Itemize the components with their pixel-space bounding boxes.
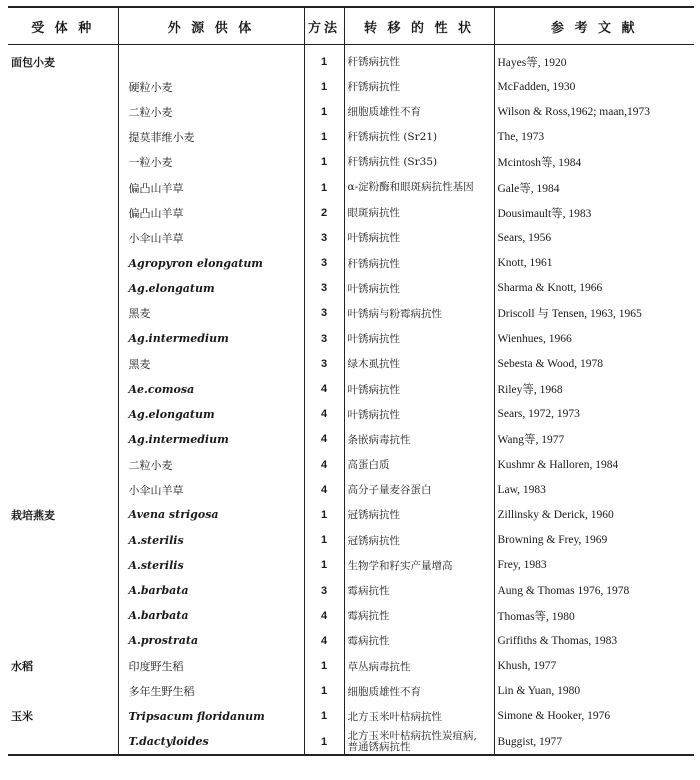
cell-method: 4 <box>304 427 344 452</box>
cell-reference: Sebesta & Wood, 1978 <box>494 351 694 376</box>
cell-recipient <box>8 679 118 704</box>
cell-donor: 提莫菲维小麦 <box>118 125 304 150</box>
cell-reference: Browning & Frey, 1969 <box>494 528 694 553</box>
cell-method: 1 <box>304 654 344 679</box>
cell-trait: 高分子量麦谷蛋白 <box>344 477 494 502</box>
cell-reference: Griffiths & Thomas, 1983 <box>494 628 694 653</box>
cell-trait: 叶锈病抗性 <box>344 376 494 401</box>
table-row <box>8 351 694 376</box>
cell-method: 1 <box>304 502 344 527</box>
table-row <box>8 150 694 175</box>
cell-trait: 北方玉米叶枯病抗性炭疽病, 普通锈病抗性 <box>344 729 494 755</box>
table-row <box>8 376 694 401</box>
cell-reference: Riley等, 1968 <box>494 376 694 401</box>
cell-trait: 叶锈病抗性 <box>344 326 494 351</box>
cell-reference: Driscoll 与 Tensen, 1963, 1965 <box>494 301 694 326</box>
cell-donor: 黑麦 <box>118 301 304 326</box>
cell-trait: 细胞质雄性不育 <box>344 679 494 704</box>
cell-method: 2 <box>304 200 344 225</box>
cell-donor: Avena strigosa <box>118 502 304 527</box>
cell-method: 1 <box>304 704 344 729</box>
cell-trait: 生物学和籽实产量增高 <box>344 553 494 578</box>
cell-trait: 眼斑病抗性 <box>344 200 494 225</box>
cell-reference: The, 1973 <box>494 125 694 150</box>
cell-recipient <box>8 225 118 250</box>
cell-trait: 秆锈病抗性 <box>344 45 494 75</box>
cell-recipient <box>8 628 118 653</box>
cell-recipient <box>8 452 118 477</box>
cell-trait: 细胞质雄性不育 <box>344 99 494 124</box>
cell-method: 1 <box>304 175 344 200</box>
table-row <box>8 477 694 502</box>
cell-donor: A.prostrata <box>118 628 304 653</box>
cell-reference: Wilson & Ross,1962; maan,1973 <box>494 99 694 124</box>
table-row <box>8 251 694 276</box>
cell-recipient <box>8 603 118 628</box>
cell-recipient <box>8 729 118 755</box>
cell-trait: 冠锈病抗性 <box>344 528 494 553</box>
cell-recipient <box>8 477 118 502</box>
cell-method: 3 <box>304 578 344 603</box>
header-recipient: 受 体 种 <box>8 7 118 45</box>
cell-method: 1 <box>304 45 344 75</box>
table-row <box>8 427 694 452</box>
cell-recipient: 水稻 <box>11 660 33 674</box>
table-row <box>8 175 694 200</box>
cell-trait: 叶锈病抗性 <box>344 276 494 301</box>
cell-trait: 北方玉米叶枯病抗性 <box>344 704 494 729</box>
cell-donor: 多年生野生稻 <box>118 679 304 704</box>
cell-donor: Ae.comosa <box>118 376 304 401</box>
cell-trait: 霉病抗性 <box>344 578 494 603</box>
cell-recipient <box>8 301 118 326</box>
table-row <box>8 276 694 301</box>
cell-donor: 二粒小麦 <box>118 99 304 124</box>
table-row <box>8 502 694 527</box>
cell-recipient <box>8 150 118 175</box>
cell-donor: 印度野生稻 <box>118 654 304 679</box>
cell-donor: 一粒小麦 <box>118 150 304 175</box>
cell-donor: A.barbata <box>118 578 304 603</box>
cell-trait: 秆锈病抗性 <box>344 251 494 276</box>
cell-donor: Ag.elongatum <box>118 402 304 427</box>
cell-method: 3 <box>304 251 344 276</box>
header-reference: 参 考 文 献 <box>494 7 694 45</box>
cell-recipient <box>8 528 118 553</box>
cell-donor: Ag.intermedium <box>118 427 304 452</box>
table-row <box>8 654 694 679</box>
cell-donor: 硬粒小麦 <box>118 74 304 99</box>
cell-reference: Frey, 1983 <box>494 553 694 578</box>
cell-recipient <box>8 125 118 150</box>
cell-donor: 二粒小麦 <box>118 452 304 477</box>
cell-method: 1 <box>304 150 344 175</box>
cell-donor <box>118 45 304 75</box>
cell-method: 1 <box>304 528 344 553</box>
cell-method: 3 <box>304 351 344 376</box>
cell-reference: Wienhues, 1966 <box>494 326 694 351</box>
table-row <box>8 553 694 578</box>
table-row <box>8 99 694 124</box>
cell-method: 1 <box>304 125 344 150</box>
cell-trait: 秆锈病抗性 (Sr21) <box>344 125 494 150</box>
cell-reference: Mcintosh等, 1984 <box>494 150 694 175</box>
table-row <box>8 225 694 250</box>
cell-trait: 草丛病毒抗性 <box>344 654 494 679</box>
table-row <box>8 74 694 99</box>
cell-method: 3 <box>304 301 344 326</box>
cell-recipient <box>8 553 118 578</box>
cell-trait: 霉病抗性 <box>344 603 494 628</box>
cell-recipient <box>8 376 118 401</box>
cell-recipient <box>8 326 118 351</box>
cell-method: 4 <box>304 452 344 477</box>
header-donor: 外 源 供 体 <box>118 7 304 45</box>
cell-trait: 叶锈病抗性 <box>344 225 494 250</box>
cell-recipient <box>8 200 118 225</box>
cell-reference: Thomas等, 1980 <box>494 603 694 628</box>
cell-method: 3 <box>304 326 344 351</box>
cell-donor: 小伞山羊草 <box>118 477 304 502</box>
cell-trait: 叶锈病与粉霉病抗性 <box>344 301 494 326</box>
table-row <box>8 125 694 150</box>
cell-reference: Aung & Thomas 1976, 1978 <box>494 578 694 603</box>
cell-recipient <box>8 276 118 301</box>
table-row <box>8 679 694 704</box>
cell-donor: Ag.elongatum <box>118 276 304 301</box>
cell-reference: Dousimault等, 1983 <box>494 200 694 225</box>
cell-donor: Ag.intermedium <box>118 326 304 351</box>
cell-recipient: 玉米 <box>11 710 33 724</box>
cell-reference: Knott, 1961 <box>494 251 694 276</box>
cell-trait: 冠锈病抗性 <box>344 502 494 527</box>
header-method: 方法 <box>304 7 344 45</box>
cell-recipient: 面包小麦 <box>11 55 55 69</box>
cell-method: 4 <box>304 628 344 653</box>
cell-reference: Hayes等, 1920 <box>494 45 694 75</box>
table-body <box>8 45 694 756</box>
cell-reference: Simone & Hooker, 1976 <box>494 704 694 729</box>
table-row <box>8 628 694 653</box>
cell-recipient <box>8 351 118 376</box>
cell-trait: 霉病抗性 <box>344 628 494 653</box>
cell-recipient <box>8 74 118 99</box>
cell-donor: A.sterilis <box>118 528 304 553</box>
table-row <box>8 452 694 477</box>
cell-method: 1 <box>304 74 344 99</box>
cell-donor: 小伞山羊草 <box>118 225 304 250</box>
table-header-row <box>8 7 694 45</box>
cell-donor: 偏凸山羊草 <box>118 175 304 200</box>
cell-reference: Sears, 1956 <box>494 225 694 250</box>
cell-recipient <box>8 578 118 603</box>
table-row <box>8 200 694 225</box>
cell-trait: 绿木虱抗性 <box>344 351 494 376</box>
cell-donor: A.sterilis <box>118 553 304 578</box>
cell-method: 4 <box>304 376 344 401</box>
cell-trait: 秆锈病抗性 (Sr35) <box>344 150 494 175</box>
table-row <box>8 402 694 427</box>
document-page <box>8 6 694 756</box>
cell-recipient <box>8 99 118 124</box>
cell-trait: 条嵌病毒抗性 <box>344 427 494 452</box>
cell-reference: Khush, 1977 <box>494 654 694 679</box>
table-row <box>8 603 694 628</box>
cell-reference: Sears, 1972, 1973 <box>494 402 694 427</box>
cell-recipient <box>8 427 118 452</box>
cell-reference: Zillinsky & Derick, 1960 <box>494 502 694 527</box>
cell-recipient: 栽培燕麦 <box>11 508 55 522</box>
cell-donor: Agropyron elongatum <box>118 251 304 276</box>
cell-recipient <box>8 402 118 427</box>
cell-method: 4 <box>304 477 344 502</box>
cell-trait: 秆锈病抗性 <box>344 74 494 99</box>
cell-reference: Buggist, 1977 <box>494 729 694 755</box>
cell-reference: Kushmr & Halloren, 1984 <box>494 452 694 477</box>
cell-reference: Wang等, 1977 <box>494 427 694 452</box>
gene-transfer-table <box>8 6 694 756</box>
header-trait: 转 移 的 性 状 <box>344 7 494 45</box>
cell-method: 3 <box>304 225 344 250</box>
cell-reference: Law, 1983 <box>494 477 694 502</box>
table-row <box>8 45 694 75</box>
cell-method: 4 <box>304 603 344 628</box>
table-row <box>8 326 694 351</box>
table-row <box>8 704 694 729</box>
cell-trait: 叶锈病抗性 <box>344 402 494 427</box>
table-row <box>8 528 694 553</box>
cell-method: 4 <box>304 402 344 427</box>
table-row <box>8 729 694 755</box>
cell-method: 3 <box>304 276 344 301</box>
cell-donor: Tripsacum floridanum <box>118 704 304 729</box>
cell-reference: McFadden, 1930 <box>494 74 694 99</box>
table-row <box>8 578 694 603</box>
cell-recipient <box>8 251 118 276</box>
cell-trait: α-淀粉酶和眼斑病抗性基因 <box>344 175 494 200</box>
cell-method: 1 <box>304 553 344 578</box>
cell-donor: T.dactyloides <box>118 729 304 755</box>
cell-trait: 高蛋白质 <box>344 452 494 477</box>
cell-reference: Lin & Yuan, 1980 <box>494 679 694 704</box>
cell-method: 1 <box>304 679 344 704</box>
cell-recipient <box>8 175 118 200</box>
cell-method: 1 <box>304 729 344 755</box>
cell-donor: 偏凸山羊草 <box>118 200 304 225</box>
cell-donor: A.barbata <box>118 603 304 628</box>
cell-method: 1 <box>304 99 344 124</box>
cell-reference: Sharma & Knott, 1966 <box>494 276 694 301</box>
cell-donor: 黑麦 <box>118 351 304 376</box>
table-row <box>8 301 694 326</box>
cell-reference: Gale等, 1984 <box>494 175 694 200</box>
